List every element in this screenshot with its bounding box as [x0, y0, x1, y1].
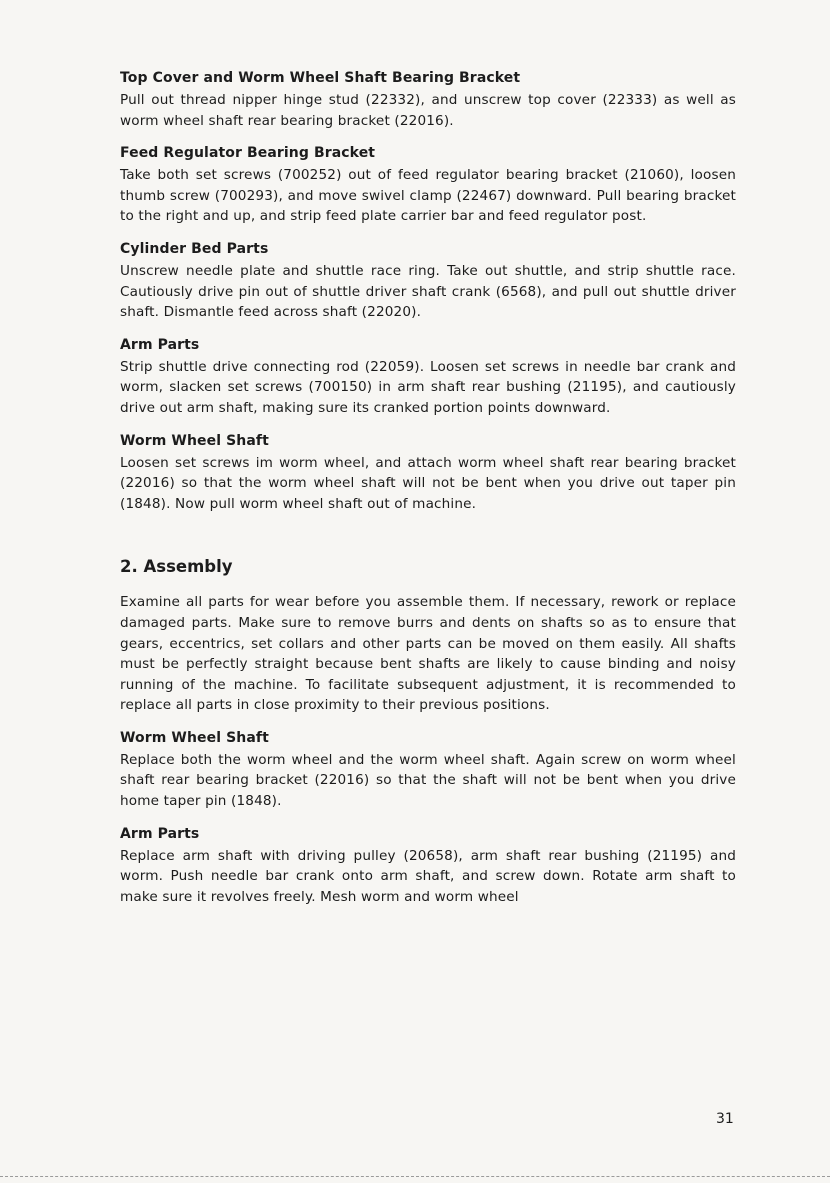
section-assembly-arm-parts — [120, 824, 736, 908]
assembly-intro-paragraph: Examine all parts for wear before you assemble them. If necessary, rework or replace damaged parts. Make sure to remove burrs and dents on shafts so as to ensure that gears, eccentrics, set collars and other parts can be moved on them easily. All shafts must be perfectly straight because bent shafts are likely to cause binding and noisy running of the machine. To facilitate subsequent adjustment, it is recommended to replace all parts in close proximity to their previous positions. — [120, 594, 736, 714]
section-worm-wheel-shaft — [120, 431, 736, 515]
section-heading: Feed Regulator Bearing Bracket — [120, 145, 376, 162]
section-cylinder-bed — [120, 239, 736, 323]
section-heading: Arm Parts — [120, 336, 200, 353]
section-heading: Arm Parts — [120, 825, 200, 842]
section-paragraph: Replace arm shaft with driving pulley (20658), arm shaft rear bushing (21195) and worm. Push needle bar crank onto arm shaft, and screw down. Rotate arm shaft to make sure it revolves freely. Mesh worm and worm wheel — [120, 847, 736, 905]
section-heading: Top Cover and Worm Wheel Shaft Bearing Bracket — [120, 70, 521, 86]
section-feed-regulator — [120, 143, 736, 227]
section-top-cover — [120, 68, 736, 131]
assembly-title: 2. Assembly — [120, 557, 233, 577]
page-number: 31 — [716, 1111, 734, 1127]
bottom-edge-rule — [0, 1176, 830, 1177]
section-paragraph: Strip shuttle drive connecting rod (22059). Loosen set screws in needle bar crank and worm, slacken set screws (700150) in arm shaft rear bushing (21195), and cautiously drive out arm shaft, making sure its cranked portion points downward. — [120, 358, 736, 416]
section-paragraph: Loosen set screws im worm wheel, and attach worm wheel shaft rear bearing bracket (22016) so that the worm wheel shaft will not be bent when you drive out taper pin (1848). Now pull worm wheel shaft out of machine. — [120, 454, 736, 512]
section-paragraph: Unscrew needle plate and shuttle race ring. Take out shuttle, and strip shuttle race. Cautiously drive pin out of shuttle driver shaft crank (6568), and pull out shuttle driver shaft. Dismantle feed across shaft (22020). — [120, 262, 736, 321]
section-arm-parts — [120, 335, 736, 419]
section-heading: Worm Wheel Shaft — [120, 432, 269, 449]
section-heading: Worm Wheel Shaft — [120, 729, 269, 746]
section-paragraph: Replace both the worm wheel and the worm wheel shaft. Again screw on worm wheel shaft rear bearing bracket (22016) so that the shaft will not be bent when you drive home taper pin (1848). — [120, 751, 736, 810]
section-paragraph: Pull out thread nipper hinge stud (22332), and unscrew top cover (22333) as well as worm wheel shaft rear bearing bracket (22016). — [120, 92, 736, 129]
section-assembly-worm-wheel-shaft — [120, 728, 736, 812]
manual-page — [120, 68, 736, 919]
section-paragraph: Take both set screws (700252) out of feed regulator bearing bracket (21060), loosen thumb screw (700293), and move swivel clamp (22467) downward. Pull bearing bracket to the right and up, and strip feed plate carrier bar and feed regulator post. — [120, 167, 736, 225]
section-heading: Cylinder Bed Parts — [120, 240, 269, 257]
